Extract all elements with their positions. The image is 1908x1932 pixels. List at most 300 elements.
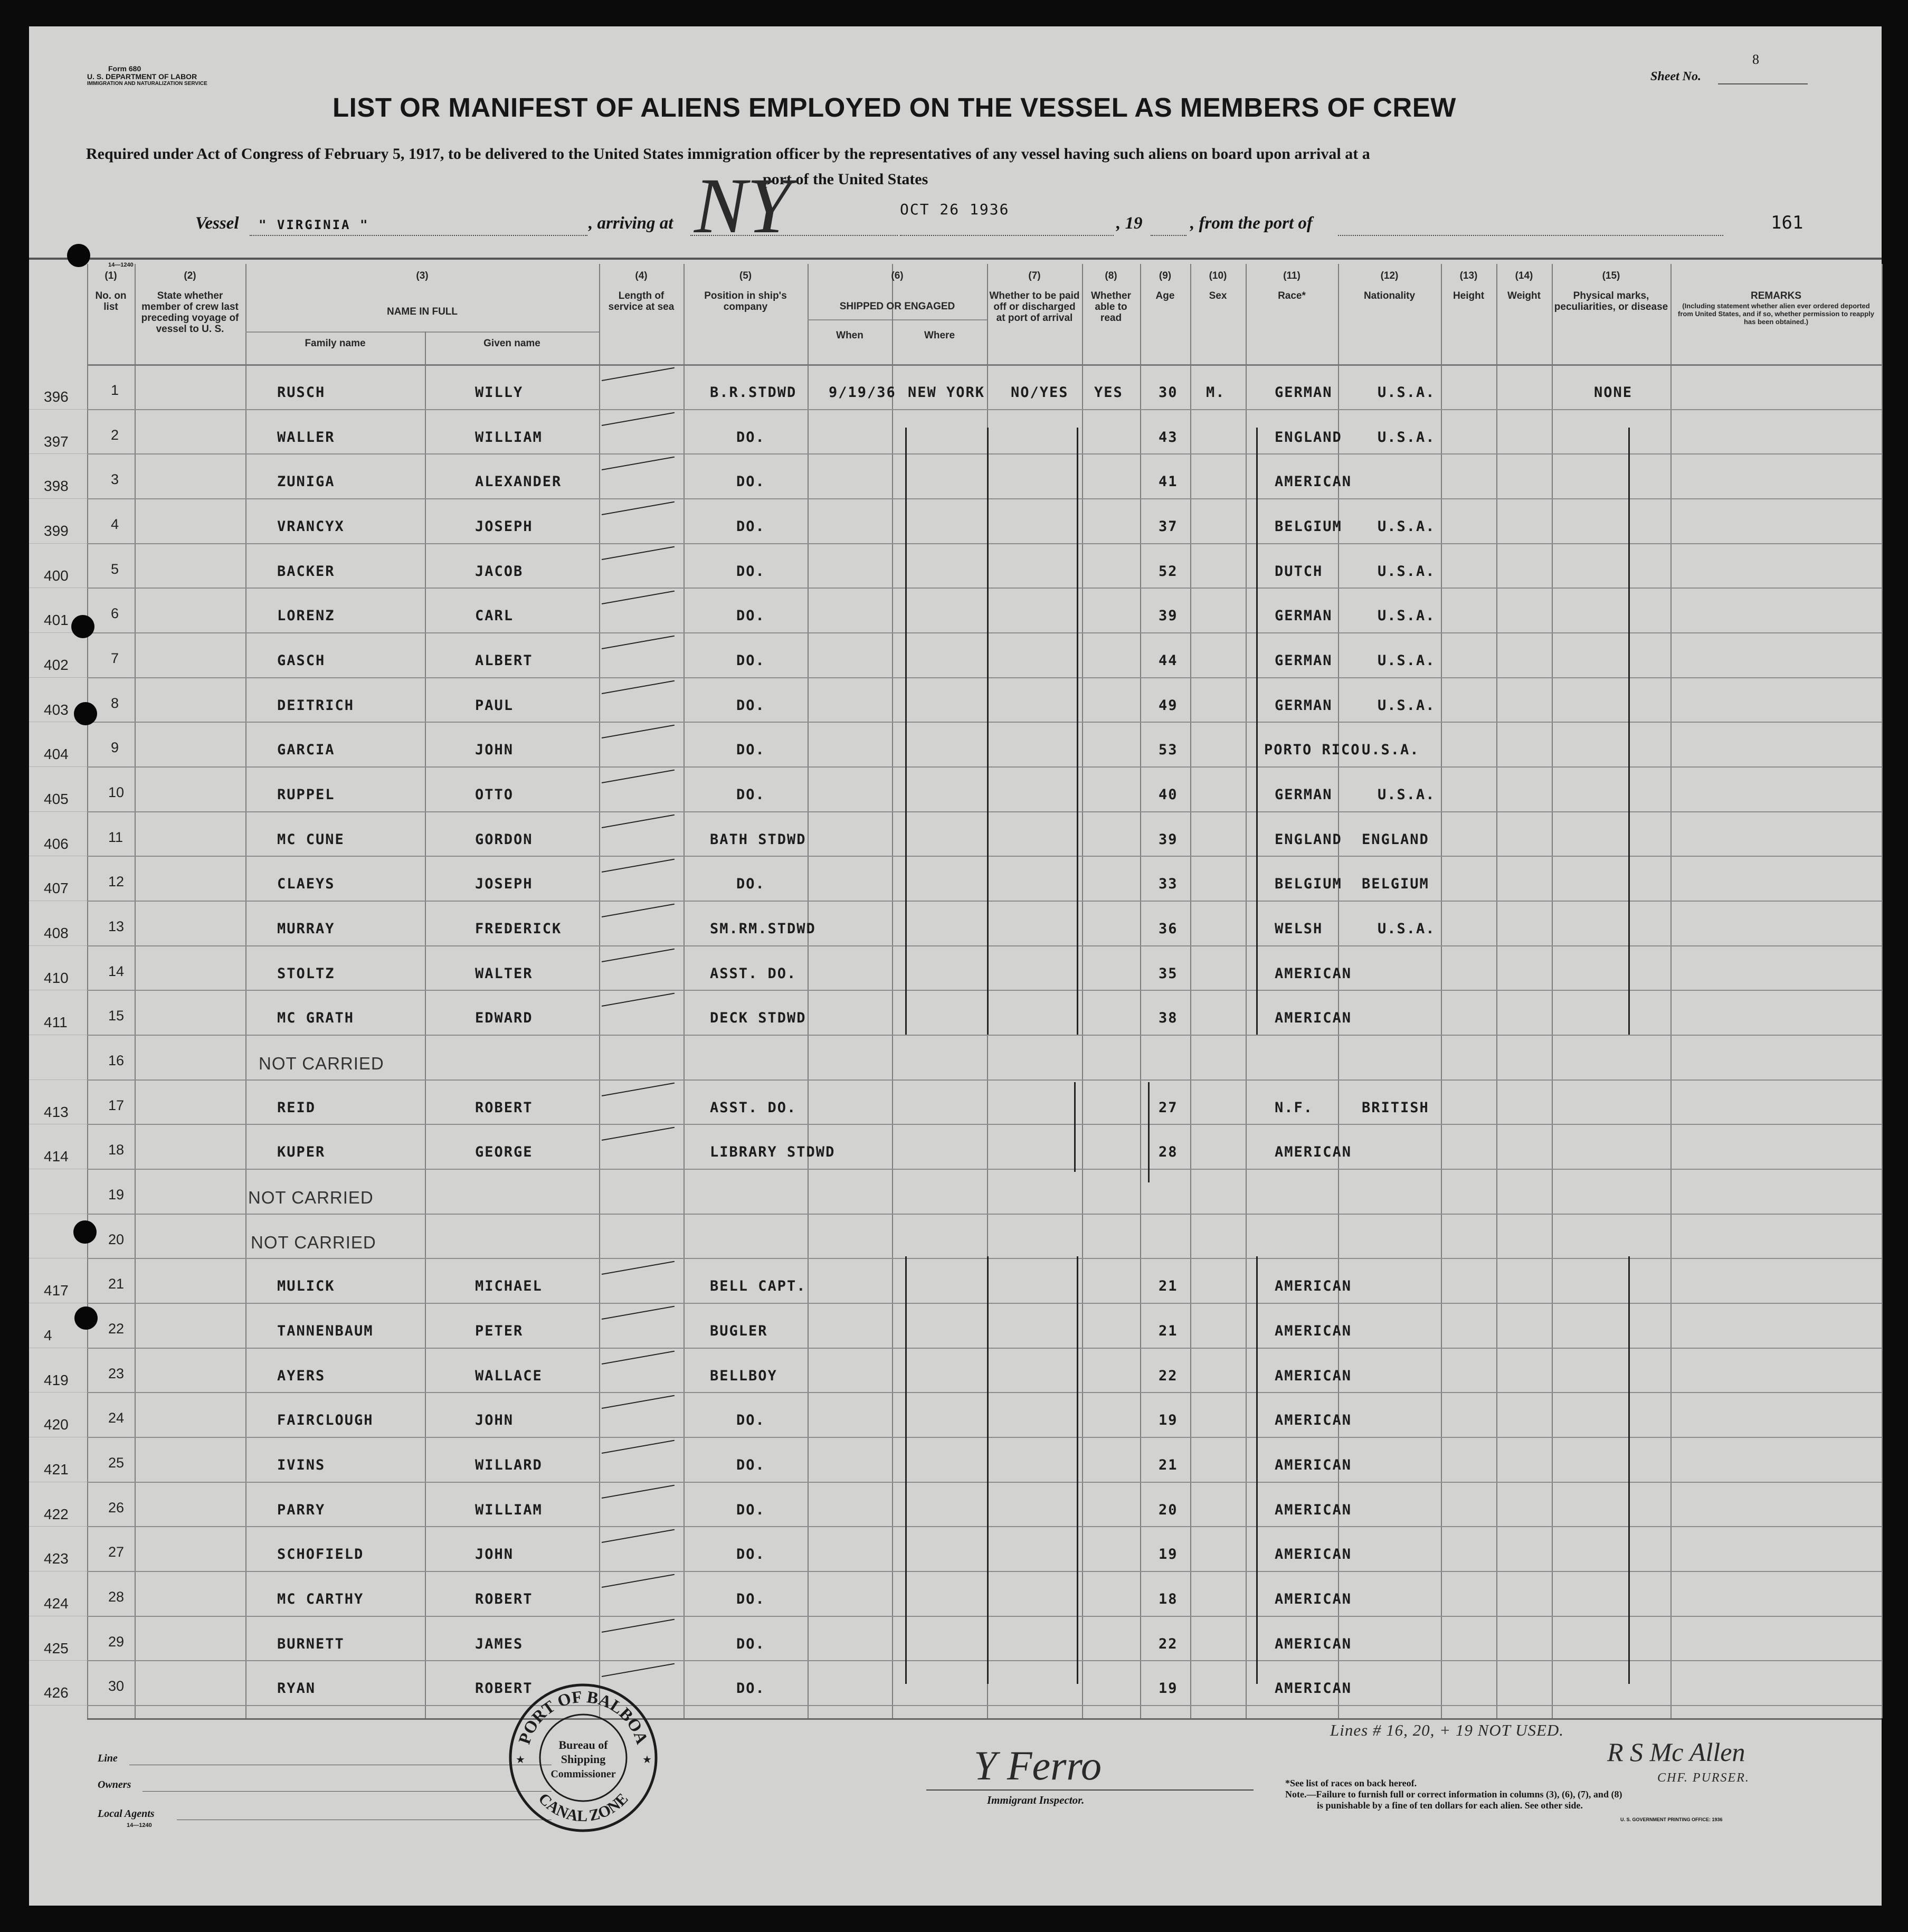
margin-line-number: 4 <box>44 1327 52 1343</box>
race-cell: AMERICAN <box>1275 1323 1352 1339</box>
race-cell: AMERICAN <box>1275 1144 1352 1160</box>
race-cell: AMERICAN <box>1275 1546 1352 1562</box>
column-header: Weight <box>1507 290 1541 301</box>
family-name-cell: PARRY <box>277 1502 326 1518</box>
name-subdivider <box>425 332 426 1718</box>
margin-line-number: 411 <box>44 1014 68 1030</box>
ditto-pen-line <box>905 1256 907 1684</box>
shipped-where-cell: NEW YORK <box>908 384 985 401</box>
column-number: (14) <box>1515 270 1533 281</box>
position-cell: ASST. DO. <box>710 1100 797 1116</box>
position-cell: DO. <box>736 473 765 490</box>
punch-hole <box>67 244 90 267</box>
list-number: 7 <box>111 650 119 666</box>
column-header: NAME IN FULL <box>386 306 458 317</box>
margin-rule <box>29 1079 87 1080</box>
position-cell: DO. <box>736 1680 765 1697</box>
physical-marks-cell: NONE <box>1594 384 1633 401</box>
form-code-bottom: 14—1240 <box>127 1822 152 1829</box>
margin-line-number: 419 <box>44 1372 69 1388</box>
margin-line-number: 426 <box>44 1684 69 1701</box>
stamp-center-line: Bureau of <box>558 1738 608 1751</box>
age-cell: 38 <box>1159 1010 1178 1026</box>
age-cell: 30 <box>1159 384 1178 401</box>
list-number: 24 <box>108 1410 125 1426</box>
races-note: *See list of races on back hereof. <box>1285 1778 1417 1788</box>
nationality-cell: U.S.A. <box>1378 787 1436 803</box>
position-cell: DO. <box>736 1412 765 1428</box>
age-cell: 44 <box>1159 652 1178 669</box>
nationality-cell: U.S.A. <box>1378 563 1436 580</box>
family-name-cell: IVINS <box>277 1457 326 1473</box>
position-cell: DO. <box>736 787 765 803</box>
margin-line-number: 401 <box>44 612 69 628</box>
column-number: (3) <box>416 270 429 281</box>
margin-rule <box>29 453 87 454</box>
given-name-cell: OTTO <box>475 787 514 803</box>
position-cell: ASST. DO. <box>710 965 797 982</box>
service-pen-mark <box>602 680 675 694</box>
given-name-cell: JOHN <box>475 1546 514 1562</box>
family-name-cell: STOLTZ <box>277 965 335 982</box>
column-header: Sex <box>1209 290 1227 301</box>
service-pen-mark <box>602 1127 675 1141</box>
margin-line-number: 425 <box>44 1640 69 1656</box>
margin-line-number: 421 <box>44 1461 69 1478</box>
punch-hole <box>73 1220 97 1244</box>
margin-line-number: 424 <box>44 1595 69 1612</box>
age-cell: 19 <box>1159 1546 1178 1562</box>
service-pen-mark <box>602 1619 675 1633</box>
column-header: Physical marks, peculiarities, or disease <box>1554 290 1668 312</box>
column-header: REMARKS <box>1750 290 1802 301</box>
margin-line-number: 417 <box>44 1282 69 1299</box>
race-cell: AMERICAN <box>1275 1457 1352 1473</box>
margin-rule <box>29 766 87 767</box>
stamp-star-icon: ★ <box>642 1754 652 1766</box>
ditto-pen-line <box>1074 1082 1076 1172</box>
position-cell: DO. <box>736 1591 765 1607</box>
row-rule <box>87 1169 1882 1170</box>
printing-office: U. S. GOVERNMENT PRINTING OFFICE: 1936 <box>1620 1817 1723 1822</box>
race-cell: PORTO RICO <box>1264 742 1361 758</box>
nationality-cell: U.S.A. <box>1378 608 1436 624</box>
family-name-cell: WALLER <box>277 429 335 446</box>
row-rule <box>87 677 1882 678</box>
margin-rule <box>29 1392 87 1393</box>
position-cell: BATH STDWD <box>710 831 806 848</box>
row-rule <box>87 856 1882 857</box>
row-rule <box>87 1035 1882 1036</box>
sheet-number-line <box>1718 83 1808 84</box>
family-name-cell: BURNETT <box>277 1636 345 1652</box>
given-name-cell: GEORGE <box>475 1144 533 1160</box>
family-name-cell: REID <box>277 1100 316 1116</box>
nationality-cell: U.S.A. <box>1378 384 1436 401</box>
row-rule <box>87 453 1882 454</box>
column-number: (12) <box>1380 270 1399 281</box>
family-name-cell: GARCIA <box>277 742 335 758</box>
column-header: Height <box>1453 290 1485 301</box>
position-cell: DO. <box>736 876 765 892</box>
column-rule <box>1496 264 1497 1718</box>
line-label: Line <box>98 1753 118 1764</box>
list-number: 9 <box>111 740 119 755</box>
nationality-cell: U.S.A. <box>1362 742 1420 758</box>
race-cell: AMERICAN <box>1275 1368 1352 1384</box>
given-name-cell: PAUL <box>475 697 514 714</box>
list-number: 16 <box>108 1053 125 1068</box>
race-cell: AMERICAN <box>1275 473 1352 490</box>
service-pen-mark <box>602 636 675 649</box>
margin-line-number: 403 <box>44 702 69 718</box>
list-number: 10 <box>108 784 125 800</box>
margin-line-number: 407 <box>44 880 69 896</box>
position-cell: DO. <box>736 1636 765 1652</box>
margin-line-number: 410 <box>44 970 69 986</box>
shipped-when-cell: 9/19/36 <box>829 384 896 401</box>
row-rule <box>87 1258 1882 1259</box>
manifest-page <box>29 26 1882 1906</box>
punch-hole <box>74 1306 98 1330</box>
position-cell: DO. <box>736 1546 765 1562</box>
ditto-pen-line <box>1628 1256 1630 1684</box>
column-number: (9) <box>1159 270 1172 281</box>
list-number: 12 <box>108 874 125 889</box>
service-pen-mark <box>602 1574 675 1588</box>
given-name-cell: EDWARD <box>475 1010 533 1026</box>
list-number: 6 <box>111 605 119 621</box>
margin-line-number: 405 <box>44 791 69 807</box>
punch-hole <box>71 615 94 638</box>
header-bottom-rule <box>87 364 1882 366</box>
position-cell: DO. <box>736 697 765 714</box>
manifest-title: LIST OR MANIFEST OF ALIENS EMPLOYED ON THE VESSEL AS MEMBERS OF CREW <box>333 92 1456 122</box>
nationality-cell: U.S.A. <box>1378 921 1436 937</box>
service-pen-mark <box>602 501 675 515</box>
race-cell: AMERICAN <box>1275 1591 1352 1607</box>
punch-hole <box>74 702 97 725</box>
vessel-label: Vessel <box>195 214 239 233</box>
service-pen-mark <box>602 591 675 604</box>
margin-rule <box>29 945 87 946</box>
race-cell: DUTCH <box>1275 563 1323 580</box>
ditto-pen-line <box>987 428 989 1035</box>
form-code-top: 14—1240 <box>108 262 134 268</box>
column-number: (5) <box>739 270 752 281</box>
position-cell: DO. <box>736 742 765 758</box>
owners-label: Owners <box>98 1779 131 1791</box>
not-carried-note: NOT CARRIED <box>248 1188 374 1207</box>
list-number: 19 <box>108 1187 125 1202</box>
given-name-cell: JOHN <box>475 1412 514 1428</box>
column-header: Race* <box>1278 290 1306 301</box>
owners-underline <box>143 1791 552 1792</box>
manifest-subtitle-2: port of the United States <box>763 171 928 188</box>
column-number: (13) <box>1459 270 1478 281</box>
margin-rule <box>29 1660 87 1661</box>
row-rule <box>87 1571 1882 1572</box>
row-rule <box>87 498 1882 499</box>
age-cell: 19 <box>1159 1412 1178 1428</box>
ditto-pen-line <box>1077 1256 1078 1684</box>
age-cell: 20 <box>1159 1502 1178 1518</box>
race-cell: ENGLAND <box>1275 429 1342 446</box>
row-rule <box>87 1437 1882 1438</box>
race-cell: GERMAN <box>1275 608 1333 624</box>
position-cell: DO. <box>736 429 765 446</box>
column-rule <box>87 264 88 1718</box>
margin-rule <box>29 543 87 544</box>
row-rule <box>87 1705 1882 1706</box>
able-to-read-cell: YES <box>1094 384 1123 401</box>
arriving-label: , arriving at <box>588 214 673 233</box>
service-pen-mark <box>602 904 675 917</box>
column-subheader: Where <box>924 330 955 341</box>
list-number: 29 <box>108 1634 125 1650</box>
given-name-cell: ROBERT <box>475 1591 533 1607</box>
column-rule <box>1082 264 1083 1718</box>
position-cell: DO. <box>736 608 765 624</box>
nationality-cell: U.S.A. <box>1378 518 1436 535</box>
given-name-cell: WALTER <box>475 965 533 982</box>
row-rule <box>87 945 1882 946</box>
margin-line-number: 423 <box>44 1550 69 1567</box>
service-pen-mark <box>602 993 675 1007</box>
position-cell: BUGLER <box>710 1323 768 1339</box>
row-rule <box>87 1660 1882 1661</box>
position-cell: DO. <box>736 1502 765 1518</box>
age-cell: 19 <box>1159 1680 1178 1697</box>
purser-signature: R S Mc Allen <box>1607 1737 1745 1767</box>
ditto-pen-line <box>1628 428 1630 1035</box>
list-number: 28 <box>108 1589 125 1605</box>
position-cell: DO. <box>736 563 765 580</box>
race-cell: WELSH <box>1275 921 1323 937</box>
row-rule <box>87 722 1882 723</box>
column-header: SHIPPED OR ENGAGED <box>839 301 955 312</box>
row-rule <box>87 1616 1882 1617</box>
family-name-cell: MURRAY <box>277 921 335 937</box>
family-name-cell: TANNENBAUM <box>277 1323 374 1339</box>
margin-line-number: 420 <box>44 1416 69 1433</box>
column-rule <box>1140 264 1141 1718</box>
row-rule <box>87 901 1882 902</box>
given-name-cell: JAMES <box>475 1636 524 1652</box>
list-number: 15 <box>108 1008 125 1024</box>
list-number: 2 <box>111 427 119 443</box>
margin-line-number: 414 <box>44 1148 69 1164</box>
row-rule <box>87 811 1882 812</box>
column-rule <box>1190 264 1191 1718</box>
margin-line-number: 413 <box>44 1104 69 1120</box>
form-number: Form 680 <box>108 64 141 73</box>
age-cell: 28 <box>1159 1144 1178 1160</box>
race-cell: N.F. <box>1275 1100 1314 1116</box>
column-number: (6) <box>891 270 904 281</box>
race-cell: AMERICAN <box>1275 1278 1352 1294</box>
vessel-underline <box>250 235 587 236</box>
inspector-underline <box>926 1789 1254 1791</box>
margin-line-number: 408 <box>44 925 69 941</box>
race-cell: AMERICAN <box>1275 1010 1352 1026</box>
service-pen-mark <box>602 1351 675 1365</box>
family-name-cell: DEITRICH <box>277 697 355 714</box>
service-pen-mark <box>602 1083 675 1096</box>
race-cell: AMERICAN <box>1275 965 1352 982</box>
svg-text:PORT OF BALBOA <box>515 1687 652 1747</box>
family-name-cell: LORENZ <box>277 608 335 624</box>
shipped-subdivider <box>892 319 893 1718</box>
race-cell: GERMAN <box>1275 697 1333 714</box>
age-cell: 43 <box>1159 429 1178 446</box>
nationality-cell: U.S.A. <box>1378 429 1436 446</box>
row-rule <box>87 588 1882 589</box>
shipped-subrule <box>808 319 987 320</box>
list-number: 1 <box>111 382 119 398</box>
position-cell: DO. <box>736 652 765 669</box>
stamp-ring-top: PORT OF BALBOA <box>514 1687 652 1747</box>
list-number: 30 <box>108 1678 125 1694</box>
margin-line-number: 404 <box>44 746 69 762</box>
service-pen-mark <box>602 1663 675 1677</box>
svg-text:CANAL ZONE <box>535 1790 631 1825</box>
margin-line-number: 406 <box>44 836 69 852</box>
form-service: IMMIGRATION AND NATURALIZATION SERVICE <box>87 81 207 87</box>
date-stamp: OCT 26 1936 <box>900 201 1010 218</box>
from-port-label: , from the port of <box>1190 214 1313 233</box>
family-name-cell: RUPPEL <box>277 787 335 803</box>
given-name-cell: JOSEPH <box>475 876 533 892</box>
nationality-cell: U.S.A. <box>1378 697 1436 714</box>
column-header: Nationality <box>1363 290 1416 301</box>
margin-rule <box>29 1526 87 1527</box>
service-pen-mark <box>602 1440 675 1454</box>
page-number: 161 <box>1771 212 1803 233</box>
date-underline <box>900 235 1114 236</box>
row-rule <box>87 543 1882 544</box>
race-cell: BELGIUM <box>1275 876 1342 892</box>
given-name-cell: JOSEPH <box>475 518 533 535</box>
family-name-cell: MULICK <box>277 1278 335 1294</box>
position-cell: SM.RM.STDWD <box>710 921 816 937</box>
sheet-number-value: 8 <box>1752 52 1759 67</box>
column-header: Whether to be paid off or discharged at port of arrival <box>989 290 1080 324</box>
handwritten-note-unused-lines: Lines # 16, 20, + 19 NOT USED. <box>1330 1721 1564 1739</box>
family-name-cell: GASCH <box>277 652 326 669</box>
given-name-cell: ALBERT <box>475 652 533 669</box>
age-cell: 36 <box>1159 921 1178 937</box>
given-name-cell: PETER <box>475 1323 524 1339</box>
margin-line-number: 400 <box>44 567 69 584</box>
race-cell: AMERICAN <box>1275 1636 1352 1652</box>
family-name-cell: ZUNIGA <box>277 473 335 490</box>
given-name-cell: MICHAEL <box>475 1278 543 1294</box>
column-rule <box>1246 264 1247 1718</box>
sex-cell: M. <box>1206 384 1226 401</box>
year-label: , 19 <box>1116 214 1143 233</box>
list-number: 11 <box>108 829 124 845</box>
given-name-cell: ROBERT <box>475 1100 533 1116</box>
list-number: 4 <box>111 516 119 532</box>
purser-title: CHF. PURSER. <box>1657 1771 1750 1785</box>
header-rule <box>29 258 1882 260</box>
row-rule <box>87 1079 1882 1081</box>
family-name-cell: FAIRCLOUGH <box>277 1412 374 1428</box>
column-number: (7) <box>1028 270 1041 281</box>
family-name-cell: CLAEYS <box>277 876 335 892</box>
age-cell: 39 <box>1159 831 1178 848</box>
service-pen-mark <box>602 412 675 426</box>
column-number: (4) <box>635 270 648 281</box>
ditto-pen-line <box>1148 1082 1150 1182</box>
list-number: 25 <box>108 1455 125 1471</box>
column-number: (1) <box>105 270 117 281</box>
position-cell: LIBRARY STDWD <box>710 1144 836 1160</box>
given-name-cell: WILLIAM <box>475 429 543 446</box>
column-number: (8) <box>1105 270 1117 281</box>
given-name-cell: WILLIAM <box>475 1502 543 1518</box>
list-number: 5 <box>111 561 119 577</box>
age-cell: 21 <box>1159 1457 1178 1473</box>
family-name-cell: VRANCYX <box>277 518 345 535</box>
age-cell: 49 <box>1159 697 1178 714</box>
column-rule <box>808 264 809 1718</box>
margin-rule <box>29 1705 87 1706</box>
given-name-cell: WILLY <box>475 384 524 401</box>
list-number: 20 <box>108 1232 125 1247</box>
race-cell: GERMAN <box>1275 652 1333 669</box>
race-cell: AMERICAN <box>1275 1502 1352 1518</box>
stamp-star-icon: ★ <box>516 1754 525 1766</box>
service-pen-mark <box>602 367 675 381</box>
nationality-cell: U.S.A. <box>1378 652 1436 669</box>
arriving-port-handwritten: NY <box>694 162 791 250</box>
family-name-cell: MC CARTHY <box>277 1591 364 1607</box>
race-cell: GERMAN <box>1275 384 1333 401</box>
list-number: 8 <box>111 695 119 711</box>
margin-line-number: 397 <box>44 433 69 450</box>
family-name-cell: MC GRATH <box>277 1010 355 1026</box>
age-cell: 37 <box>1159 518 1178 535</box>
age-cell: 21 <box>1159 1323 1178 1339</box>
age-cell: 40 <box>1159 787 1178 803</box>
service-pen-mark <box>602 1261 675 1275</box>
family-name-cell: MC CUNE <box>277 831 345 848</box>
given-name-cell: ALEXANDER <box>475 473 562 490</box>
column-subheader: Given name <box>483 338 540 349</box>
age-cell: 39 <box>1159 608 1178 624</box>
stamp-center-line: Commissioner <box>550 1768 616 1780</box>
race-cell: AMERICAN <box>1275 1412 1352 1428</box>
age-cell: 53 <box>1159 742 1178 758</box>
position-cell: B.R.STDWD <box>710 384 797 401</box>
ditto-pen-line <box>1256 428 1258 1035</box>
nationality-cell: ENGLAND <box>1362 831 1429 848</box>
margin-rule <box>29 498 87 499</box>
column-rule <box>1670 264 1672 1718</box>
service-pen-mark <box>602 1395 675 1409</box>
position-cell: DO. <box>736 1457 765 1473</box>
list-number: 26 <box>108 1500 125 1516</box>
column-rule <box>599 264 600 1718</box>
column-subheader: When <box>836 330 863 341</box>
age-cell: 35 <box>1159 965 1178 982</box>
service-pen-mark <box>602 770 675 783</box>
position-cell: DO. <box>736 518 765 535</box>
given-name-cell: FREDERICK <box>475 921 562 937</box>
race-cell: GERMAN <box>1275 787 1333 803</box>
